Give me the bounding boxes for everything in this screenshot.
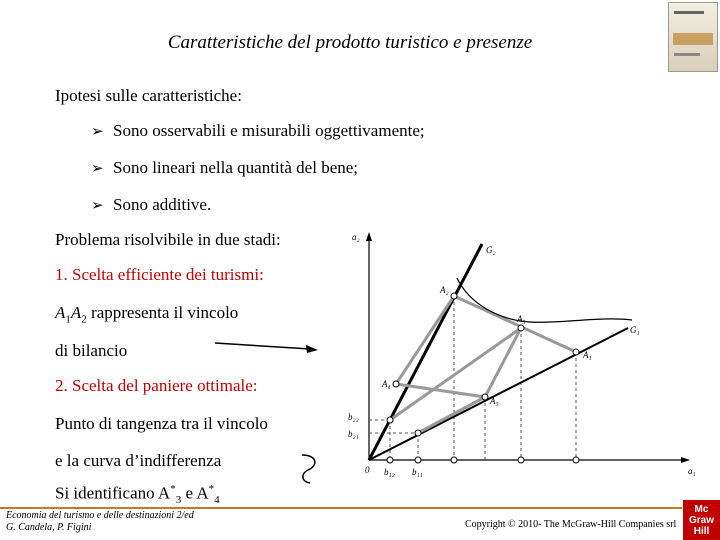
bullet-item: ➢ Sono additive. [91,192,425,229]
slide-title: Caratteristiche del prodotto turistico e presenze [167,32,533,53]
identify-text: Si identificano $A^*_3$ e $A^*_4$ [55,483,220,507]
tangent-text-2: e la curva d’indifferenza [55,451,222,470]
annotation-arrow [215,343,310,349]
origin-label: 0 [365,465,370,475]
footer-divider [0,507,682,509]
indifference-curve [457,278,632,322]
A4-label: A₄ [382,379,391,389]
intro-text: Ipotesi sulle caratteristiche: [55,86,242,105]
b21-label: b₂₁ [348,429,359,439]
b11-label: b₁₁ [412,467,423,477]
footer-copyright: Copyright © 2010- The McGraw-Hill Companies srl [465,519,677,530]
A3-label: A₃ [517,314,526,324]
A1-label: A₁ [583,350,592,360]
tangent-text-1: Punto di tangenza tra il vincolo [55,414,268,433]
x-axis-label: a₁ [688,466,696,476]
b22-label: b₂₂ [348,412,359,422]
step1-text: 1. Scelta efficiente dei turismi: [55,265,264,284]
arrow-bullet-icon: ➢ [91,122,104,140]
y-axis-label: a₂ [352,232,360,242]
bullet-item: ➢ Sono lineari nella quantità del bene; [91,155,425,192]
A2-label: A₂ [440,285,449,295]
a1a2-text: $A_1A_2$ rappresenta il vincolo [55,303,239,326]
budget-text: di bilancio [55,341,128,360]
bullet-item: ➢ Sono osservabili e misurabili oggettivamente; [91,118,425,155]
step2-text: 2. Scelta del paniere ottimale: [55,376,258,395]
footer-book-info: Economia del turismo e delle destinazioni 2/ed G. Candela, P. Figini [6,510,194,533]
problem-text: Problema risolvibile in due stadi: [55,230,281,249]
annotation-curl [302,455,315,483]
arrow-bullet-icon: ➢ [91,159,104,177]
G2-label: G₂ [486,245,496,255]
b12-label: b₁₂ [384,467,395,477]
arrow-bullet-icon: ➢ [91,196,104,214]
ray-G1 [369,328,628,460]
G1-label: G₁ [630,325,640,335]
A5-label: A₅ [490,396,499,406]
publisher-logo: Mc Graw Hill [683,500,720,540]
